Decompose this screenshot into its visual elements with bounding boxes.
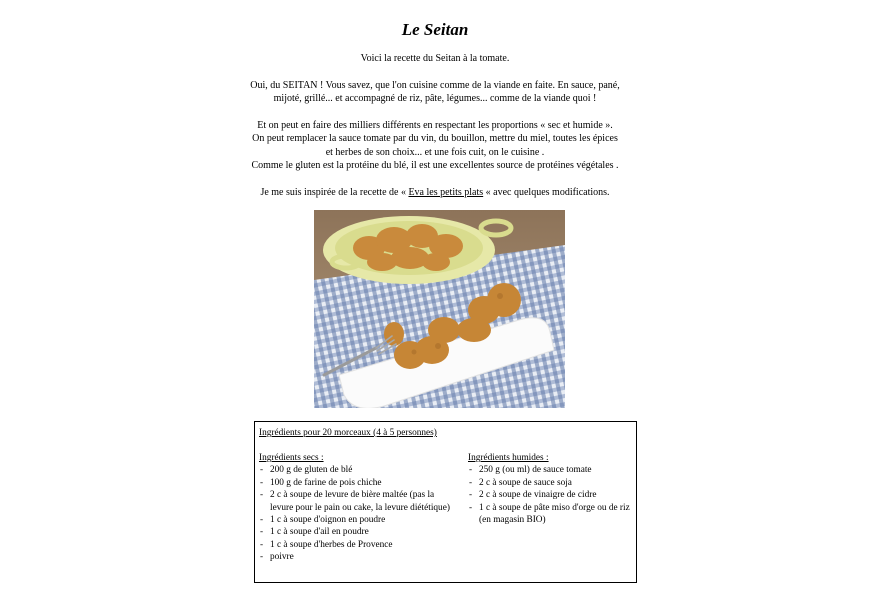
list-item: - 1 c à soupe d'ail en poudre (259, 526, 454, 538)
page-title: Le Seitan (401, 20, 469, 39)
dry-ingredients (259, 452, 454, 564)
intro-text (250, 52, 620, 212)
seitan-photo (314, 210, 565, 408)
seitan-dish-image (314, 210, 565, 408)
dry-ingredients-title: Ingrédients secs : (259, 453, 324, 463)
list-item: - 1 c à soupe d'oignon en poudre (259, 514, 454, 526)
intro-paragraph-3: Et on peut en faire des milliers différents en respectant les proportions « sec et humide ». On peut remplacer la sauce tomate par du vin, du bouillon, mettre du miel, toutes les épices et herbes de son choix... et une fois cuit, on le cuisine . (252, 119, 618, 158)
list-item: - 200 g de gluten de blé (259, 464, 454, 476)
intro-paragraph-2: Oui, du SEITAN ! Vous savez, que l'on cuisine comme de la viande en faite. En sauce, pané, mijoté, grillé... et accompagné de riz, pâte, légumes... comme de la viande quoi ! (250, 79, 620, 104)
dry-ingredients-list (259, 464, 454, 563)
intro-paragraph-1: Voici la recette du Seitan à la tomate. (360, 53, 510, 64)
intro-text-before-link: Je me suis inspirée de la recette de « (260, 186, 409, 198)
list-item: - 1 c à soupe de pâte miso d'orge ou de riz (en magasin BIO) (468, 502, 633, 527)
intro-text-after-link: « avec quelques modifications. (483, 186, 610, 198)
list-item: - poivre (259, 551, 454, 563)
wet-ingredients-title: Ingrédients humides : (468, 453, 549, 463)
ingredients-box (254, 421, 637, 583)
eva-les-petits-plats-link[interactable]: Eva les petits plats (408, 186, 484, 198)
wet-ingredients-list (468, 464, 633, 526)
list-item: - 250 g (ou ml) de sauce tomate (468, 464, 633, 476)
ingredients-header: Ingrédients pour 20 morceaux (4 à 5 personnes) (259, 428, 437, 438)
list-item: - 2 c à soupe de levure de bière maltée (pas la levure pour le pain ou cake, la levure diététique) (259, 489, 454, 514)
list-item: - 2 c à soupe de sauce soja (468, 477, 633, 489)
list-item: - 1 c à soupe d'herbes de Provence (259, 539, 454, 551)
intro-paragraph-4: Comme le gluten est la protéine du blé, il est une excellentes source de protéines végétales . (251, 160, 619, 171)
wet-ingredients (468, 452, 633, 526)
list-item: - 2 c à soupe de vinaigre de cidre (468, 489, 633, 501)
intro-paragraph-5 (250, 186, 620, 200)
list-item: - 100 g de farine de pois chiche (259, 477, 454, 489)
